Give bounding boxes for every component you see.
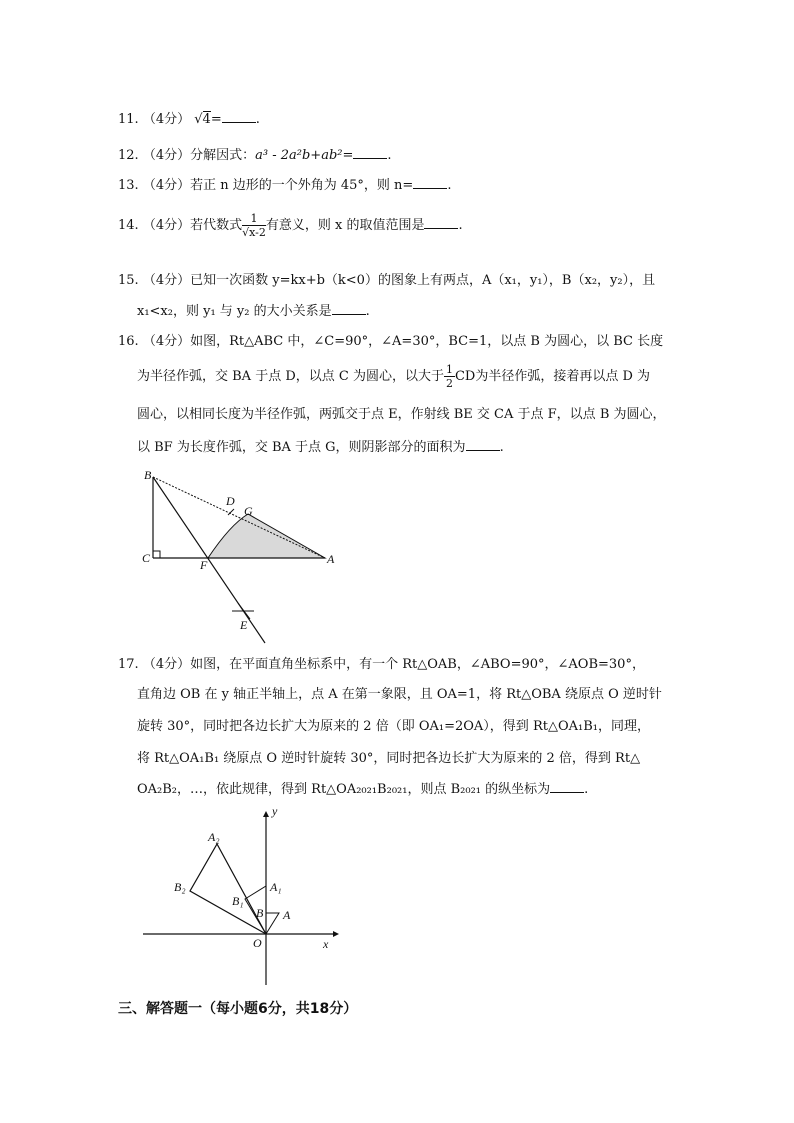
figure-16 xyxy=(130,465,350,650)
q-end: . xyxy=(255,112,260,127)
q-end: . xyxy=(584,782,589,797)
q-end: . xyxy=(365,304,370,319)
q-tail: = xyxy=(210,112,222,127)
q-text: 如图，Rt△ABC 中，∠C=90°，∠A=30°，BC=1，以点 B 为圆心，以 BC 长度 xyxy=(190,334,664,349)
label-f: F xyxy=(200,558,208,572)
question-16-line4 xyxy=(137,438,504,457)
question-14 xyxy=(118,212,463,239)
q-end: . xyxy=(499,440,504,455)
q-text-2: 有意义，则 x 的取值范围是 xyxy=(265,218,425,233)
label-b: B xyxy=(144,468,152,482)
q-text: 将 Rt△OA₁B₁ 绕原点 O 逆时针旋转 30°，同时把各边长扩大为原来的 2 倍，得到 Rt△ xyxy=(137,751,641,766)
ray-be xyxy=(153,477,265,643)
label-b: B xyxy=(256,906,264,920)
shaded-region xyxy=(208,514,325,558)
label-b1: B₁ xyxy=(232,894,244,908)
label-a1: A₁ xyxy=(270,880,282,894)
question-16-line3 xyxy=(137,406,666,424)
question-15-line2 xyxy=(137,302,370,321)
q-text: 分解因式： xyxy=(190,148,256,163)
label-y: y xyxy=(272,805,278,818)
sqrt-expression: √4 xyxy=(194,112,211,127)
q-text: 直角边 OB 在 y 轴正半轴上，点 A 在第一象限，且 OA=1，将 Rt△OBA 绕原点 O 逆时针 xyxy=(137,687,662,702)
radicand: 4 xyxy=(202,112,211,127)
q-number: 12. xyxy=(118,148,139,163)
question-16-line1 xyxy=(118,333,663,351)
frac-tail: CD xyxy=(454,369,476,384)
q-score: （4分） xyxy=(142,334,191,349)
q-score: （4分） xyxy=(142,273,191,288)
label-c: C xyxy=(142,551,151,565)
label-a: A xyxy=(327,552,335,566)
q-text: 已知一次函数 y=kx+b（k<0）的图象上有两点，A（x₁，y₁），B（x₂，y₂），且 xyxy=(190,273,656,288)
numerator: 1 xyxy=(445,363,453,376)
label-g: G xyxy=(244,504,253,518)
q-end: . xyxy=(447,178,452,193)
q-text-2: 为半径作弧，接着再以点 D 为 xyxy=(475,369,651,384)
q-text: OA₂B₂，…，依此规律，得到 Rt△OA₂₀₂₁B₂₀₂₁，则点 B₂₀₂₁ 的纵坐标为 xyxy=(137,782,551,797)
fraction xyxy=(242,212,266,239)
q-score: （4分） xyxy=(142,657,191,672)
question-17-line4 xyxy=(137,750,640,768)
y-axis-arrow xyxy=(263,811,269,817)
q-number: 13. xyxy=(118,178,139,193)
x-axis-arrow xyxy=(333,931,339,937)
question-12 xyxy=(118,146,392,165)
question-16-line2 xyxy=(137,362,650,392)
triangle-oa2b2 xyxy=(190,844,266,934)
answer-blank xyxy=(550,780,584,793)
q-end: . xyxy=(458,218,463,233)
triangle-oab xyxy=(266,913,279,934)
q-text: 若正 n 边形的一个外角为 45°，则 n= xyxy=(190,178,414,193)
question-17-line3 xyxy=(137,718,650,736)
q-number: 16. xyxy=(118,334,139,349)
label-b2: B₂ xyxy=(174,880,186,894)
question-15-line1 xyxy=(118,272,655,290)
label-a2: A₂ xyxy=(208,830,220,844)
q-number: 11. xyxy=(118,112,139,127)
label-a: A xyxy=(283,908,291,922)
q-text: 为半径作弧，交 BA 于点 D，以点 C 为圆心，以大于 xyxy=(137,369,444,384)
question-17-line2 xyxy=(137,686,662,704)
q-text: 若代数式 xyxy=(190,218,243,233)
arc-mark-d xyxy=(228,509,234,515)
question-11 xyxy=(118,110,260,129)
label-e: E xyxy=(240,618,248,632)
q-text: 如图，在平面直角坐标系中，有一个 Rt△OAB，∠ABO=90°，∠AOB=30°， xyxy=(190,657,645,672)
q-text: 圆心，以相同长度为半径作弧，两弧交于点 E，作射线 BE 交 CA 于点 F，以点 B 为圆心， xyxy=(137,407,666,422)
right-angle-mark xyxy=(153,551,160,558)
q-text: x₁<x₂，则 y₁ 与 y₂ 的大小关系是 xyxy=(137,304,332,319)
label-o: O xyxy=(253,936,262,950)
question-17-line5 xyxy=(137,780,588,799)
answer-blank xyxy=(413,176,447,189)
question-13 xyxy=(118,176,451,195)
radicand: x-2 xyxy=(249,226,266,239)
denominator: √x-2 xyxy=(242,226,266,239)
figure-17 xyxy=(138,805,348,990)
q-text: 以 BF 为长度作弧，交 BA 于点 G，则阴影部分的面积为 xyxy=(137,440,466,455)
answer-blank xyxy=(466,438,500,451)
q-score: （4分） xyxy=(142,112,191,127)
q-number: 15. xyxy=(118,273,139,288)
fraction xyxy=(444,363,455,390)
q-score: （4分） xyxy=(142,218,191,233)
section-heading: 三、解答题一（每小题6分，共18分） xyxy=(118,1001,358,1017)
q-score: （4分） xyxy=(142,148,191,163)
q-score: （4分） xyxy=(142,178,191,193)
answer-blank xyxy=(353,146,387,159)
answer-blank xyxy=(332,302,366,315)
q-expression: a³ - 2a²b+ab²= xyxy=(255,148,354,163)
denominator: 2 xyxy=(445,377,453,390)
label-x: x xyxy=(323,937,329,951)
answer-blank xyxy=(222,110,256,123)
label-d: D xyxy=(226,494,235,508)
q-end: . xyxy=(387,148,392,163)
q-text: 旋转 30°，同时把各边长扩大为原来的 2 倍（即 OA₁=2OA），得到 Rt△OA₁B₁，同理， xyxy=(137,719,650,734)
question-17-line1 xyxy=(118,656,645,674)
q-number: 17. xyxy=(118,657,139,672)
q-number: 14. xyxy=(118,218,139,233)
answer-blank xyxy=(424,216,458,229)
numerator: 1 xyxy=(242,212,266,226)
